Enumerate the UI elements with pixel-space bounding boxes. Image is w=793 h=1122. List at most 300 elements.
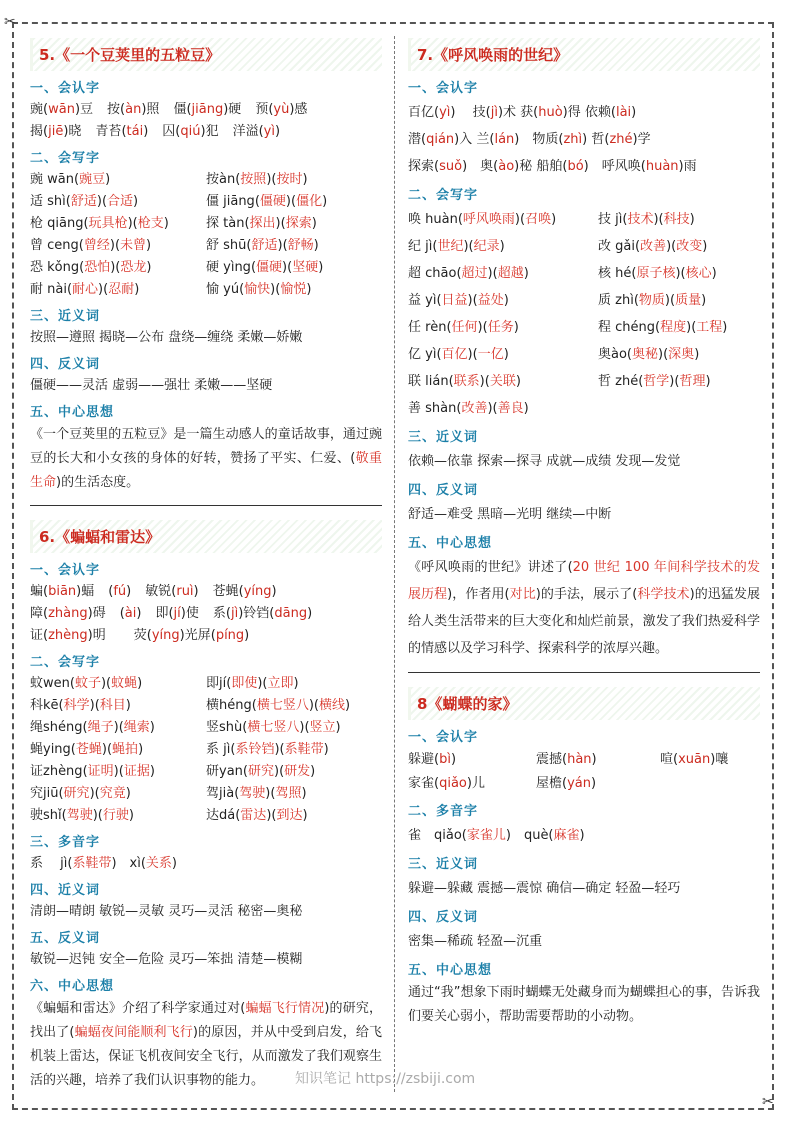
write-word: 横七竖八 <box>247 720 300 735</box>
heading-main-idea: 六、中心思想 <box>30 979 115 994</box>
pinyin: qiú <box>180 124 201 139</box>
write-item: 纪 jì(世纪)(纪录) <box>408 239 505 254</box>
write-word: 即使 <box>231 676 258 691</box>
write-word: 蚊子 <box>74 676 101 691</box>
write-word: 系铃铛 <box>235 742 275 757</box>
write-word: 横七竖八 <box>256 698 309 713</box>
heading-write: 二、会写字 <box>30 151 101 166</box>
write-item: 探 tàn(探出)(探索) <box>206 216 317 231</box>
write-word: 工程 <box>696 320 723 335</box>
recognize-item: 青苔(tái) <box>95 124 149 139</box>
write-item: 核 hé(原子核)(核心) <box>598 266 717 281</box>
section-title: 8《蝴蝶的家》 <box>408 687 760 720</box>
write-word: 质量 <box>675 293 702 308</box>
recognize-row <box>30 603 382 625</box>
write-item: 技 jì(技术)(科技) <box>598 212 695 227</box>
write-char: 唤 huàn <box>408 212 458 227</box>
recognize-item: 屋檐(yán) <box>536 776 597 791</box>
write-item: 按àn(按照)(按时) <box>206 172 308 187</box>
write-item: 硬 yìng(僵硬)(坚硬) <box>206 260 324 275</box>
write-item: 竖shù(横七竖八)(竖立) <box>206 720 341 735</box>
write-char: 横héng <box>206 698 252 713</box>
recognize-char: 青苔 <box>95 124 122 139</box>
pinyin: jiāng <box>191 102 224 117</box>
recognize-item: 家雀(qiǎo)儿 <box>408 776 485 791</box>
polyphones: 系 jì(系鞋带) xì(关系) <box>30 856 177 871</box>
write-word: 改善 <box>640 239 667 254</box>
write-char: 程 chéng <box>598 320 656 335</box>
recognize-char: 证 <box>30 628 44 643</box>
synonyms: 依赖—依靠 探索—探寻 成就—成绩 发现—发觉 <box>408 454 681 469</box>
write-word: 按时 <box>276 172 303 187</box>
pinyin: qiǎo <box>439 776 467 791</box>
pinyin: huàn <box>645 159 679 174</box>
write-word: 耐心 <box>72 282 99 297</box>
recognize-char: 豌 <box>30 102 44 117</box>
write-item: 超 chāo(超过)(超越) <box>408 266 529 281</box>
heading-synonyms: 三、近义词 <box>30 309 101 324</box>
recognize-row <box>30 625 382 647</box>
write-word: 愉快 <box>244 282 271 297</box>
write-word: 百亿 <box>441 347 468 362</box>
write-char: 纪 jì <box>408 239 433 254</box>
recognize-char: 僵 <box>173 102 187 117</box>
recognize-row <box>408 748 760 772</box>
recognize-tail: 铃铛 <box>243 606 270 621</box>
recognize-item: 震撼(hàn) <box>536 752 597 767</box>
write-item: 适 shì(舒适)(合适) <box>30 194 139 209</box>
write-word: 玩具枪 <box>88 216 128 231</box>
heading-synonyms: 三、近义词 <box>408 857 479 872</box>
write-item: 曾 ceng(曾经)(未曾) <box>30 238 152 253</box>
write-word: 探出 <box>249 216 276 231</box>
antonyms: 密集—稀疏 轻盈—沉重 <box>408 934 543 949</box>
recognize-tail: 蝠 <box>81 584 95 599</box>
write-word: 研发 <box>284 764 311 779</box>
write-char: 技 jì <box>598 212 623 227</box>
recognize-item: 躲避(bì) <box>408 752 457 767</box>
main-idea: 《一个豆荚里的五粒豆》是一篇生动感人的童话故事，通过豌豆的长大和小女孩的身体的好转，赞扬了平实、仁爱、(敬重生命)的生活态度。 <box>30 427 382 490</box>
heading-antonyms: 四、反义词 <box>30 357 101 372</box>
recognize-row: 探索(suǒ) 奥(ào)秘 船舶(bó) 呼风唤(huàn)雨 <box>408 159 697 174</box>
write-word: 竖立 <box>309 720 336 735</box>
write-word: 行驶 <box>102 808 129 823</box>
write-word: 到达 <box>276 808 303 823</box>
write-word: 绳索 <box>123 720 150 735</box>
write-word: 原子核 <box>636 266 676 281</box>
pinyin: qián <box>426 132 455 147</box>
heading-main-idea: 五、中心思想 <box>408 963 493 978</box>
write-char: 硬 yìng <box>206 260 251 275</box>
write-item: 驶shǐ(驾驶)(行驶) <box>30 808 134 823</box>
recognize-item: 僵(jiāng)硬 <box>173 102 242 117</box>
write-word: 改善 <box>461 401 488 416</box>
section-separator <box>30 505 382 506</box>
pinyin: yíng <box>243 584 272 599</box>
section-title: 5.《一个豆荚里的五粒豆》 <box>30 38 382 71</box>
write-word: 恐龙 <box>120 260 147 275</box>
recognize-item: 蝙(biān)蝠 <box>30 584 95 599</box>
pinyin: yán <box>567 776 591 791</box>
write-word: 哲学 <box>643 374 670 389</box>
recognize-char: 囚 <box>162 124 176 139</box>
write-word: 深奥 <box>668 347 695 362</box>
recognize-item: 喧(xuān)嚷 <box>660 752 729 767</box>
heading-antonyms: 五、反义词 <box>30 931 101 946</box>
write-item: 哲 zhé(哲学)(哲理) <box>598 374 711 389</box>
write-item: 豌 wān(豌豆) <box>30 172 111 187</box>
recognize-row <box>30 99 382 121</box>
write-char: 按àn <box>206 172 236 187</box>
recognize-tail: 感 <box>294 102 308 117</box>
recognize-char: 即 <box>155 606 169 621</box>
recognize-item: 障(zhàng)碍 <box>30 606 106 621</box>
write-word: 舒畅 <box>287 238 314 253</box>
write-word: 驾驶 <box>239 786 266 801</box>
heading-write: 二、会写字 <box>30 655 101 670</box>
recognize-item: 预(yù)感 <box>255 102 308 117</box>
write-word: 日益 <box>441 293 468 308</box>
write-char: 舒 shū <box>206 238 247 253</box>
heading-recognize: 一、会认字 <box>408 81 479 96</box>
write-char: 绳shéng <box>30 720 83 735</box>
synonyms: 清朗—晴朗 敏锐—灵敏 灵巧—灵活 秘密—奥秘 <box>30 904 303 919</box>
heading-synonyms: 三、近义词 <box>408 430 479 445</box>
write-word: 任务 <box>487 320 514 335</box>
recognize-item: 揭(jiē)晓 <box>30 124 82 139</box>
write-word: 改变 <box>676 239 703 254</box>
write-char: 哲 zhé <box>598 374 639 389</box>
write-char: 研yan <box>206 764 243 779</box>
recognize-char: 蝙 <box>30 584 44 599</box>
write-char: 驾jià <box>206 786 235 801</box>
watermark: 知识笔记 https://zsbiji.com <box>295 1071 476 1087</box>
write-word: 奥秘 <box>632 347 659 362</box>
write-item: 蚊wen(蚊子)(蚊蝇) <box>30 676 143 691</box>
recognize-tail: 光屏 <box>184 628 211 643</box>
write-word: 蚊蝇 <box>111 676 138 691</box>
write-list <box>408 206 760 422</box>
pinyin: wān <box>48 102 75 117</box>
write-word: 绳子 <box>87 720 114 735</box>
write-word: 科学 <box>63 698 90 713</box>
write-char: 恐 kǒng <box>30 260 80 275</box>
recognize-item: 证(zhèng)明 <box>30 628 106 643</box>
write-word: 益处 <box>477 293 504 308</box>
write-item: 奥ào(奥秘)(深奥) <box>598 347 700 362</box>
write-char: 适 shì <box>30 194 66 209</box>
recognize-char: 障 <box>30 606 44 621</box>
pinyin: suǒ <box>439 159 463 174</box>
heading-main-idea: 五、中心思想 <box>30 405 115 420</box>
write-word: 愉悦 <box>280 282 307 297</box>
write-word: 舒适 <box>251 238 278 253</box>
write-item: 横héng(横七竖八)(横线) <box>206 698 351 713</box>
column-divider <box>394 36 395 1092</box>
write-char: 驶shǐ <box>30 808 62 823</box>
pinyin: hàn <box>567 752 592 767</box>
write-word: 雷达 <box>240 808 267 823</box>
write-word: 证据 <box>123 764 150 779</box>
write-list <box>30 673 382 827</box>
heading-recognize: 一、会认字 <box>30 81 101 96</box>
write-word: 横线 <box>318 698 345 713</box>
write-word: 关联 <box>489 374 516 389</box>
recognize-item: (ài) <box>119 606 142 621</box>
polyphones: 雀 qiǎo(家雀儿) què(麻雀) <box>408 828 585 843</box>
write-item: 益 yì(日益)(益处) <box>408 293 509 308</box>
recognize-tail: 犯 <box>205 124 219 139</box>
write-word: 坚硬 <box>292 260 319 275</box>
write-word: 善良 <box>497 401 524 416</box>
write-word: 僵硬 <box>259 194 286 209</box>
section-separator <box>408 672 760 673</box>
write-word: 研究 <box>63 786 90 801</box>
antonyms: 僵硬——灵活 虚弱——强壮 柔嫩——坚硬 <box>30 378 273 393</box>
recognize-item: 荧(yíng)光屏(píng) <box>133 628 250 643</box>
pinyin: ào <box>498 159 515 174</box>
write-item: 联 lián(联系)(关联) <box>408 374 521 389</box>
pinyin: àn <box>125 102 142 117</box>
recognize-item: 即(jí)使 <box>155 606 199 621</box>
write-item: 即jí(即使)(立即) <box>206 676 299 691</box>
write-item: 研yan(研究)(研发) <box>206 764 316 779</box>
write-char: 系 jì <box>206 742 231 757</box>
write-char: 任 rèn <box>408 320 447 335</box>
write-word: 技术 <box>627 212 654 227</box>
recognize-tail: 豆 <box>80 102 94 117</box>
scissors-icon: ✂ <box>762 1094 774 1110</box>
pinyin: zhì <box>563 132 583 147</box>
write-char: 蝇ying <box>30 742 71 757</box>
recognize-row <box>408 772 760 796</box>
synonyms: 躲避—躲藏 震撼—震惊 确信—确定 轻盈—轻巧 <box>408 881 681 896</box>
write-char: 豌 wān <box>30 172 74 187</box>
write-word: 合适 <box>107 194 134 209</box>
recognize-char: 苍蝇 <box>212 584 239 599</box>
pinyin: zhé <box>609 132 633 147</box>
write-word: 召唤 <box>525 212 552 227</box>
recognize-row <box>30 581 382 603</box>
pinyin: tái <box>126 124 144 139</box>
write-word: 物质 <box>638 293 665 308</box>
write-item: 恐 kǒng(恐怕)(恐龙) <box>30 260 152 275</box>
heading-synonyms: 四、近义词 <box>30 883 101 898</box>
pinyin: lài <box>615 105 632 120</box>
write-item: 蝇ying(苍蝇)(蝇拍) <box>30 742 144 757</box>
pinyin: biān <box>48 584 77 599</box>
recognize-item: (fú) <box>108 584 132 599</box>
pinyin: jí <box>173 606 181 621</box>
write-char: 证zhèng <box>30 764 83 779</box>
write-item: 驾jià(驾驶)(驾照) <box>206 786 307 801</box>
write-item: 科kē(科学)(科目) <box>30 698 131 713</box>
recognize-item: 囚(qiú)犯 <box>162 124 219 139</box>
write-item: 亿 yì(百亿)(一亿) <box>408 347 509 362</box>
write-char: 质 zhì <box>598 293 634 308</box>
left-column <box>30 38 382 1093</box>
heading-recognize: 一、会认字 <box>408 730 479 745</box>
write-char: 核 hé <box>598 266 632 281</box>
write-word: 超越 <box>497 266 524 281</box>
recognize-char: 洋溢 <box>232 124 259 139</box>
write-char: 联 lián <box>408 374 449 389</box>
pinyin: yíng <box>151 628 180 643</box>
write-item: 耐 nài(耐心)(忍耐) <box>30 282 140 297</box>
write-word: 僵化 <box>296 194 323 209</box>
recognize-list <box>408 748 760 796</box>
pinyin: jì <box>490 105 498 120</box>
write-item: 枪 qiāng(玩具枪)(枪支) <box>30 216 169 231</box>
write-word: 证明 <box>87 764 114 779</box>
write-word: 哲理 <box>679 374 706 389</box>
write-item: 究jiū(研究)(究竟) <box>30 786 131 801</box>
recognize-char: 荧 <box>133 628 147 643</box>
write-item: 系 jì(系铃铛)(系鞋带) <box>206 742 329 757</box>
heading-write: 二、会写字 <box>408 188 479 203</box>
pinyin: ruì <box>176 584 194 599</box>
write-item: 善 shàn(改善)(善良) <box>408 401 529 416</box>
recognize-list <box>30 581 382 647</box>
pinyin: huò <box>538 105 563 120</box>
recognize-char: 揭 <box>30 124 44 139</box>
pinyin: zhèng <box>48 628 88 643</box>
recognize-char: 预 <box>255 102 269 117</box>
recognize-item: 豌(wān)豆 <box>30 102 94 117</box>
pinyin: bó <box>567 159 584 174</box>
pinyin: lán <box>494 132 515 147</box>
write-char: 蚊wen <box>30 676 70 691</box>
pinyin: xuān <box>678 752 711 767</box>
recognize-row <box>30 121 382 143</box>
recognize-char: 按 <box>107 102 121 117</box>
recognize-list <box>408 99 760 180</box>
pinyin: zhàng <box>48 606 88 621</box>
pinyin: ài <box>124 606 137 621</box>
write-item: 愉 yú(愉快)(愉悦) <box>206 282 312 297</box>
write-word: 驾驶 <box>66 808 93 823</box>
main-idea: 《蝙蝠和雷达》介绍了科学家通过对(蝙蝠飞行情况)的研究，找出了(蝙蝠夜间能顺利飞行)的原因，并从中受到启发，给飞机装上雷达，保证飞机夜间安全飞行，从而激发了我们观察生活的兴趣，培养了我们认识事物的能力。 <box>30 1001 382 1088</box>
write-word: 超过 <box>461 266 488 281</box>
write-item: 质 zhì(物质)(质量) <box>598 293 707 308</box>
recognize-tail: 晓 <box>68 124 82 139</box>
scissors-icon: ✂ <box>4 14 16 30</box>
write-word: 纪录 <box>473 239 500 254</box>
recognize-item: 洋溢(yì) <box>232 124 281 139</box>
pinyin: yù <box>273 102 290 117</box>
write-word: 舒适 <box>70 194 97 209</box>
write-word: 系鞋带 <box>284 742 324 757</box>
write-char: 愉 yú <box>206 282 240 297</box>
write-word: 蝇拍 <box>112 742 139 757</box>
right-column <box>408 38 760 1029</box>
recognize-row: 百亿(yì) 技(jì)术 获(huò)得 依赖(lài) <box>408 105 637 120</box>
heading-antonyms: 四、反义词 <box>408 910 479 925</box>
pinyin: yì <box>439 105 451 120</box>
write-char: 益 yì <box>408 293 437 308</box>
write-char: 善 shàn <box>408 401 457 416</box>
pinyin: fú <box>113 584 127 599</box>
write-word: 豌豆 <box>79 172 106 187</box>
write-word: 僵硬 <box>256 260 283 275</box>
recognize-tail: 使 <box>185 606 199 621</box>
pinyin: bì <box>439 752 451 767</box>
recognize-tail: 明 <box>92 628 106 643</box>
write-word: 枪支 <box>137 216 164 231</box>
pinyin: dāng <box>274 606 308 621</box>
write-word: 究竟 <box>99 786 126 801</box>
write-item: 任 rèn(任何)(任务) <box>408 320 519 335</box>
write-item: 改 gǎi(改善)(改变) <box>598 239 708 254</box>
heading-polyphones: 二、多音字 <box>408 804 479 819</box>
write-word: 呼风唤雨 <box>462 212 515 227</box>
recognize-char: 敏锐 <box>145 584 172 599</box>
pinyin: jiē <box>48 124 64 139</box>
write-word: 科技 <box>663 212 690 227</box>
heading-main-idea: 五、中心思想 <box>408 536 493 551</box>
write-char: 究jiū <box>30 786 59 801</box>
write-char: 曾 ceng <box>30 238 79 253</box>
write-item: 达dá(雷达)(到达) <box>206 808 308 823</box>
recognize-tail: 碍 <box>92 606 106 621</box>
write-char: 亿 yì <box>408 347 437 362</box>
heading-polyphones: 三、多音字 <box>30 835 101 850</box>
write-word: 未曾 <box>120 238 147 253</box>
write-word: 核心 <box>685 266 712 281</box>
synonyms: 按照—遵照 揭晓—公布 盘绕—缠绕 柔嫩—娇嫩 <box>30 330 303 345</box>
write-char: 竖shù <box>206 720 243 735</box>
recognize-item: 按(àn)照 <box>107 102 160 117</box>
recognize-row: 潜(qián)入 兰(lán) 物质(zhì) 哲(zhé)学 <box>408 132 651 147</box>
write-list <box>30 169 382 301</box>
main-idea: 通过“我”想象下雨时蝴蝶无处藏身而为蝴蝶担心的事，告诉我们要关心弱小，帮助需要帮助的小动物。 <box>408 985 760 1024</box>
write-word: 曾经 <box>83 238 110 253</box>
write-char: 枪 qiāng <box>30 216 84 231</box>
section-title: 6.《蝙蝠和雷达》 <box>30 520 382 553</box>
write-word: 程度 <box>660 320 687 335</box>
recognize-tail: 硬 <box>228 102 242 117</box>
write-word: 立即 <box>267 676 294 691</box>
write-word: 恐怕 <box>84 260 111 275</box>
write-item: 绳shéng(绳子)(绳索) <box>30 720 155 735</box>
main-idea: 《呼风唤雨的世纪》讲述了(20 世纪 100 年间科学技术的发展历程)，作者用(对比)的手法，展示了(科学技术)的迅猛发展给人类生活带来的巨大变化和灿烂前景，激发了我们热爱科学的情感以及学习科学、探索科学的浓厚兴趣。 <box>408 560 760 656</box>
antonyms: 舒适—难受 黑暗—光明 继续—中断 <box>408 507 612 522</box>
write-item: 程 chéng(程度)(工程) <box>598 320 728 335</box>
write-char: 奥ào <box>598 347 627 362</box>
recognize-char: 系 <box>212 606 226 621</box>
pinyin: jì <box>230 606 239 621</box>
antonyms: 敏锐—迟钝 安全—危险 灵巧—笨拙 清楚—模糊 <box>30 952 303 967</box>
write-char: 改 gǎi <box>598 239 635 254</box>
write-word: 联系 <box>453 374 480 389</box>
write-word: 科目 <box>99 698 126 713</box>
pinyin: píng <box>215 628 245 643</box>
write-word: 世纪 <box>437 239 464 254</box>
heading-antonyms: 四、反义词 <box>408 483 479 498</box>
section-title: 7.《呼风唤雨的世纪》 <box>408 38 760 71</box>
write-word: 一亿 <box>477 347 504 362</box>
pinyin: yì <box>263 124 275 139</box>
write-char: 探 tàn <box>206 216 245 231</box>
write-word: 驾照 <box>275 786 302 801</box>
write-char: 超 chāo <box>408 266 457 281</box>
write-word: 研究 <box>247 764 274 779</box>
recognize-tail: 照 <box>146 102 160 117</box>
write-char: 耐 nài <box>30 282 67 297</box>
recognize-list <box>30 99 382 143</box>
write-char: 僵 jiāng <box>206 194 255 209</box>
write-word: 探索 <box>285 216 312 231</box>
